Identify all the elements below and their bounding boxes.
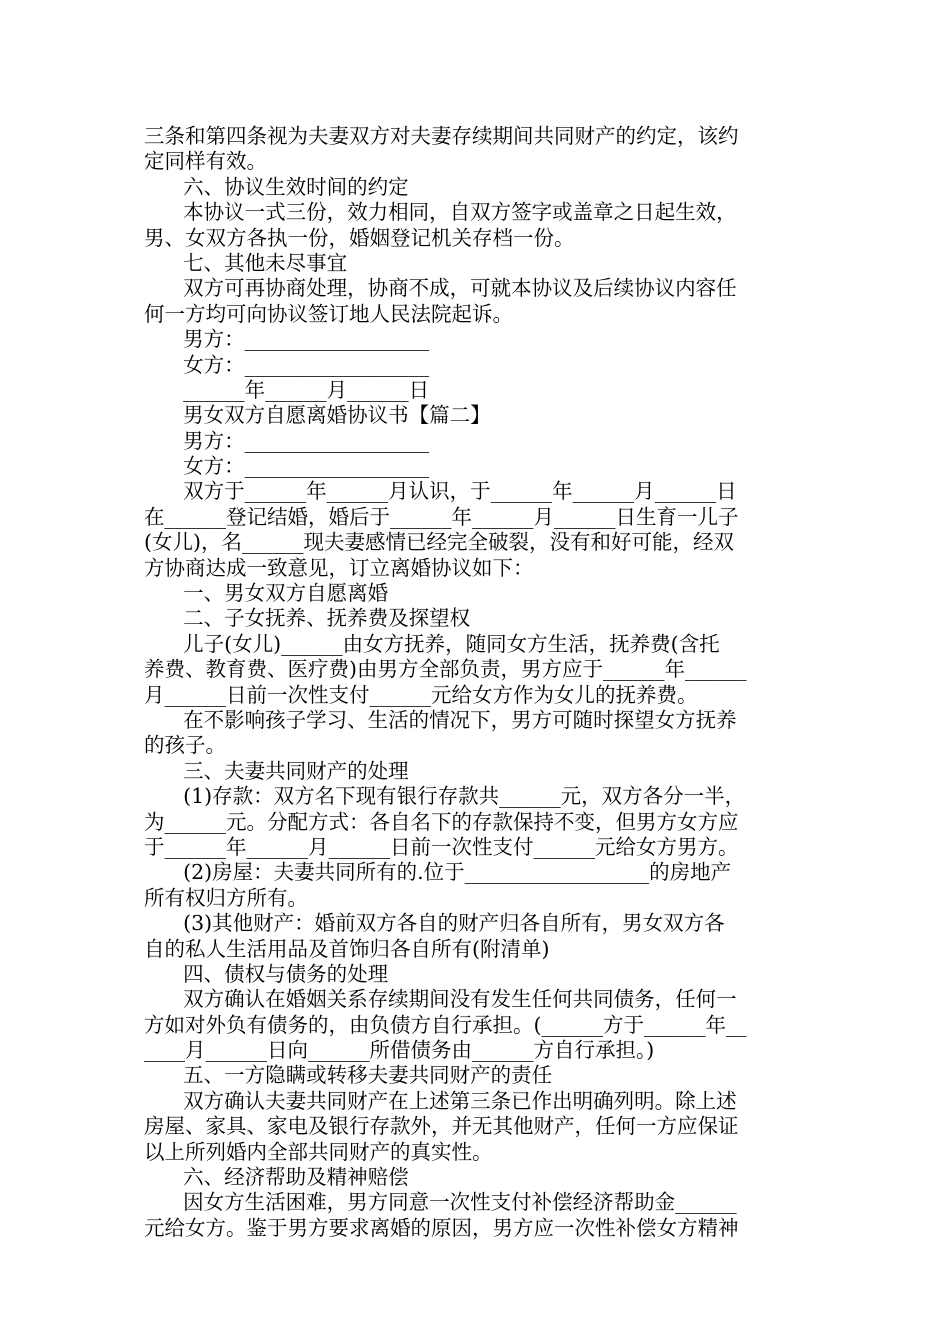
document-line: 自的私人生活用品及首饰归各自所有(附清单) bbox=[144, 936, 550, 961]
document-line: 三、夫妻共同财产的处理 bbox=[144, 758, 409, 783]
document-line: 房屋、家具、家电及银行存款外，并无其他财产，任何一方应保证 bbox=[144, 1114, 739, 1139]
document-line: (2)房屋：夫妻共同所有的.位于__________________的房地产 bbox=[144, 860, 732, 885]
document-line: 一、男女双方自愿离婚 bbox=[144, 581, 389, 606]
document-line: 五、一方隐瞒或转移夫妻共同财产的责任 bbox=[144, 1063, 553, 1088]
document-line: 在不影响孩子学习、生活的情况下，男方可随时探望女方抚养 bbox=[144, 707, 737, 732]
document-line: 以上所列婚内全部共同财产的真实性。 bbox=[144, 1139, 493, 1164]
document-line: 元给女方。鉴于男方要求离婚的原因，男方应一次性补偿女方精神 bbox=[144, 1215, 739, 1240]
document-line: 七、其他未尽事宜 bbox=[144, 250, 348, 275]
document-line: 双方确认夫妻共同财产在上述第三条已作出明确列明。除上述 bbox=[144, 1088, 737, 1113]
document-line: 的孩子。 bbox=[144, 733, 226, 758]
document-line: 六、协议生效时间的约定 bbox=[144, 174, 409, 199]
document-line: 本协议一式三份，效力相同，自双方签字或盖章之日起生效， bbox=[144, 200, 737, 225]
document-line: ____月______日向______所借债务由______方自行承担。) bbox=[144, 1038, 655, 1063]
document-line: 双方确认在婚姻关系存续期间没有发生任何共同债务，任何一 bbox=[144, 987, 737, 1012]
document-line: 男、女双方各执一份，婚姻登记机关存档一份。 bbox=[144, 225, 575, 250]
document-line: 男方：__________________ bbox=[144, 327, 430, 352]
document-line: 为______元。分配方式：各自名下的存款保持不变，但男方女方应 bbox=[144, 809, 739, 834]
document-line: 在______登记结婚，婚后于______年______月______日生育一儿子 bbox=[144, 504, 739, 529]
document-line: 定同样有效。 bbox=[144, 149, 267, 174]
document-line: 于______年______月______日前一次性支付______元给女方男方。 bbox=[144, 834, 739, 859]
document-line: 男女双方自愿离婚协议书【篇二】 bbox=[144, 403, 491, 428]
document-line: 因女方生活困难，男方同意一次性支付补偿经济帮助金______ bbox=[144, 1190, 737, 1215]
document-line: 女方：__________________ bbox=[144, 454, 430, 479]
document-line: 何一方均可向协议签订地人民法院起诉。 bbox=[144, 301, 513, 326]
document-line: (女儿)，名______现夫妻感情已经完全破裂，没有和好可能，经双 bbox=[144, 530, 734, 555]
document-line: 方协商达成一致意见，订立离婚协议如下： bbox=[144, 555, 534, 580]
document-body bbox=[144, 124, 824, 1241]
document-line: 儿子(女儿)______由女方抚养，随同女方生活，抚养费(含托 bbox=[144, 631, 720, 656]
document-line: 所有权归方所有。 bbox=[144, 885, 308, 910]
document-line: 二、子女抚养、抚养费及探望权 bbox=[144, 606, 471, 631]
document-line: 双方于______年______月认识，于______年______月______日 bbox=[144, 479, 737, 504]
document-line: 女方：__________________ bbox=[144, 352, 430, 377]
document-line: 四、债权与债务的处理 bbox=[144, 961, 389, 986]
document-line: ______年______月______日 bbox=[144, 377, 430, 402]
document-line: (3)其他财产：婚前双方各自的财产归各自所有，男女双方各 bbox=[144, 911, 725, 936]
document-line: 三条和第四条视为夫妻双方对夫妻存续期间共同财产的约定，该约 bbox=[144, 124, 739, 148]
document-line: 六、经济帮助及精神赔偿 bbox=[144, 1165, 409, 1190]
document-line: 方如对外负有债务的，由负债方自行承担。(______方于______年__ bbox=[144, 1012, 747, 1037]
document-line: 月______日前一次性支付______元给女方作为女儿的抚养费。 bbox=[144, 682, 698, 707]
document-line: (1)存款：双方名下现有银行存款共______元，双方各分一半， bbox=[144, 784, 746, 809]
document-line: 双方可再协商处理，协商不成，可就本协议及后续协议内容任 bbox=[144, 276, 737, 301]
document-line: 养费、教育费、医疗费)由男方全部负责，男方应于______年______ bbox=[144, 657, 747, 682]
document-line: 男方：__________________ bbox=[144, 428, 430, 453]
